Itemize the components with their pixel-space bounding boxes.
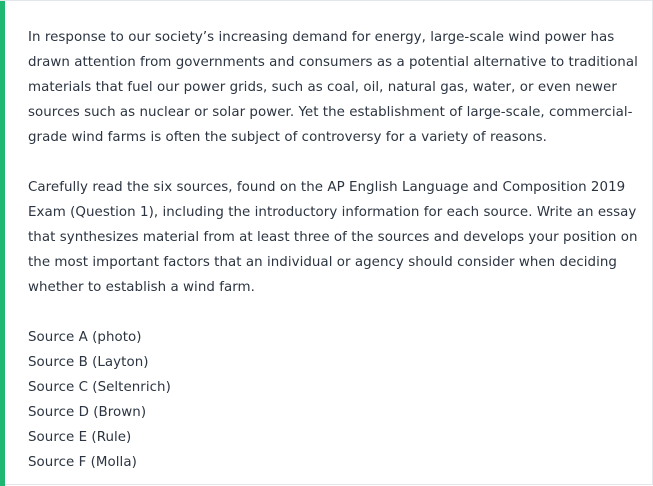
instructions-paragraph: Carefully read the six sources, found on the AP English Language and Composition 2019 Exam (Question 1), including the introductory information for each source. Write an essay that synthesizes material from at least three of the sources and develops your position on the most important factors that an individual or agency should consider when deciding whether to establish a wind farm. xyxy=(28,180,638,295)
source-item-c: Source C (Seltenrich) xyxy=(28,380,171,395)
source-item-b: Source B (Layton) xyxy=(28,355,149,370)
prompt-content xyxy=(28,25,646,475)
source-item-a: Source A (photo) xyxy=(28,330,142,345)
source-item-e: Source E (Rule) xyxy=(28,430,132,445)
source-item-f: Source F (Molla) xyxy=(28,455,137,470)
source-item-d: Source D (Brown) xyxy=(28,405,147,420)
intro-paragraph: In response to our society’s increasing demand for energy, large-scale wind power has drawn attention from governments and consumers as a potential alternative to traditional materials that fuel our power grids, such as coal, oil, natural gas, water, or even newer sources such as nuclear or solar power. Yet the establishment of large-scale, commercial-grade wind farms is often the subject of controversy for a variety of reasons. xyxy=(28,30,638,145)
source-list xyxy=(28,325,646,475)
accent-bar xyxy=(0,1,5,486)
